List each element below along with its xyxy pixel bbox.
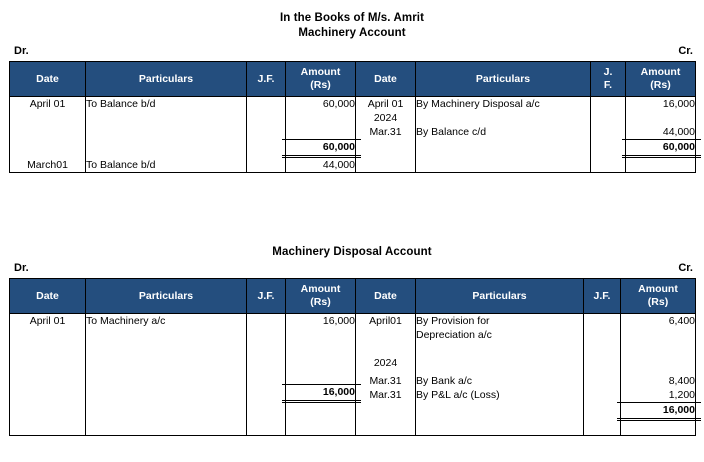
machinery-disposal-account-table — [9, 278, 696, 436]
entry-particulars: By Provision for — [416, 315, 490, 327]
entry-date: April 01 — [29, 315, 66, 327]
column-header-date-credit: Date — [356, 62, 416, 97]
credit-amount-cell — [626, 97, 696, 173]
column-header-jf-credit: J.F. — [584, 279, 621, 314]
credit-label: Cr. — [678, 45, 693, 57]
machinery-account-title: Machinery Account — [298, 27, 406, 39]
machinery-account-table — [9, 61, 696, 173]
machinery-disposal-account-title: Machinery Disposal Account — [272, 246, 432, 258]
column-header-date-debit: Date — [10, 62, 86, 97]
column-header-jf-debit: J.F. — [247, 279, 286, 314]
table-header-row — [10, 62, 696, 97]
debit-date-cell — [10, 97, 86, 173]
column-header-date-credit: Date — [356, 279, 416, 314]
amount-header-line2: (Rs) — [310, 296, 331, 308]
credit-date-cell — [356, 97, 416, 173]
amount-header-line1: Amount — [300, 66, 341, 78]
entry-date: April 01 — [367, 98, 404, 110]
after-total-particulars: To Balance b/d — [86, 159, 156, 171]
credit-date-cell — [356, 314, 416, 436]
column-header-amount-debit — [286, 62, 356, 97]
after-total-amount: 44,000 — [322, 159, 355, 171]
entry-date: April01 — [369, 315, 402, 327]
column-header-particulars-debit: Particulars — [86, 279, 247, 314]
column-header-particulars-debit: Particulars — [86, 62, 247, 97]
amount-header-line1: Amount — [638, 283, 678, 295]
credit-particulars-cell — [416, 97, 591, 173]
credit-label: Cr. — [678, 262, 693, 274]
column-header-amount-debit — [286, 279, 356, 314]
credit-total: 16,000 — [617, 402, 701, 421]
after-total-date: March01 — [27, 159, 68, 171]
entry-amount: 16,000 — [662, 98, 695, 110]
debit-amount-cell — [286, 314, 356, 436]
credit-particulars-cell — [416, 314, 584, 436]
debit-credit-labels-disposal — [9, 262, 695, 276]
entry-particulars: By Bank a/c — [416, 375, 473, 387]
entry-amount: 16,000 — [322, 315, 355, 327]
debit-jf-cell — [247, 314, 286, 436]
table-row — [10, 314, 696, 436]
debit-credit-labels-machinery — [9, 45, 695, 59]
entry-amount: 1,200 — [668, 389, 695, 401]
entry-particulars: To Balance b/d — [86, 98, 156, 110]
amount-header-line1: Amount — [640, 66, 681, 78]
entry-date: Mar.31 — [369, 126, 402, 138]
column-header-jf-credit — [591, 62, 626, 97]
debit-particulars-cell — [86, 97, 247, 173]
amount-header-line2: (Rs) — [310, 79, 331, 91]
entry-particulars: To Machinery a/c — [86, 315, 166, 327]
column-header-amount-credit — [626, 62, 696, 97]
debit-amount-cell — [286, 97, 356, 173]
amount-header-line2: (Rs) — [647, 296, 669, 308]
column-header-particulars-credit: Particulars — [416, 279, 584, 314]
debit-label: Dr. — [14, 262, 29, 274]
table-header-row — [10, 279, 696, 314]
entry-amount: 44,000 — [662, 126, 695, 138]
jf-header-line1: J. — [603, 66, 613, 78]
credit-total: 60,000 — [622, 139, 701, 158]
entry-particulars: By Balance c/d — [416, 126, 487, 138]
amount-header-line2: (Rs) — [650, 79, 671, 91]
credit-jf-cell — [591, 97, 626, 173]
books-of-heading: In the Books of M/s. Amrit — [279, 12, 424, 24]
column-header-amount-credit — [621, 279, 696, 314]
debit-label: Dr. — [14, 45, 29, 57]
entry-amount: 60,000 — [322, 98, 355, 110]
entry-date: Mar.31 — [369, 375, 402, 387]
debit-total: 16,000 — [282, 384, 361, 403]
debit-particulars-cell — [86, 314, 247, 436]
column-header-particulars-credit: Particulars — [416, 62, 591, 97]
amount-header-line1: Amount — [300, 283, 341, 295]
debit-total: 60,000 — [282, 139, 361, 158]
credit-jf-cell — [584, 314, 621, 436]
entry-date: April 01 — [29, 98, 66, 110]
entry-amount: 8,400 — [668, 375, 695, 387]
table-row — [10, 97, 696, 173]
entry-date: 2024 — [373, 357, 398, 369]
entry-particulars: By P&L a/c (Loss) — [416, 389, 500, 401]
debit-date-cell — [10, 314, 86, 436]
jf-header-line2: F. — [603, 79, 613, 91]
debit-jf-cell — [247, 97, 286, 173]
entry-particulars-line2: Depreciation a/c — [416, 329, 492, 341]
entry-date: 2024 — [373, 112, 398, 124]
entry-date: Mar.31 — [369, 389, 402, 401]
entry-particulars: By Machinery Disposal a/c — [416, 98, 540, 110]
column-header-jf-debit: J.F. — [247, 62, 286, 97]
entry-amount: 6,400 — [668, 315, 695, 327]
column-header-date-debit: Date — [10, 279, 86, 314]
credit-amount-cell — [621, 314, 696, 436]
